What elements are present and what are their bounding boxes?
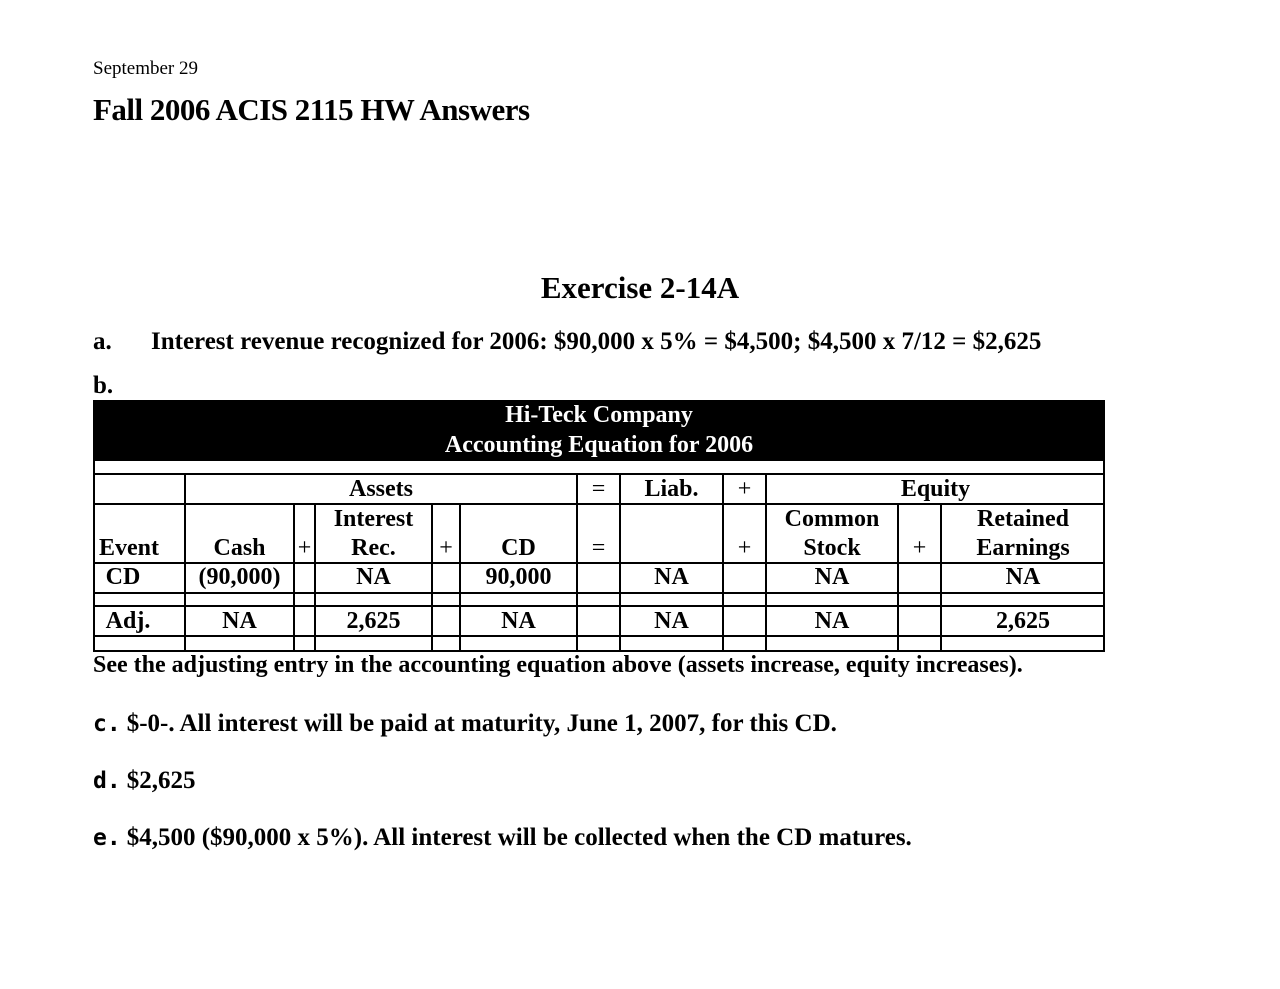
column-header-cash: Cash — [213, 535, 266, 561]
row-cd-event: CD — [105, 564, 141, 590]
column-header-retained-line2: Earnings — [976, 535, 1070, 561]
part-c-text: $-0-. All interest will be paid at maturity, June 1, 2007, for this CD. — [126, 710, 837, 737]
company-name: Hi-Teck Company — [505, 402, 693, 428]
row-adj-cd: NA — [501, 608, 536, 634]
part-e-text: $4,500 ($90,000 x 5%). All interest will be collected when the CD matures. — [126, 824, 912, 851]
row-adj-retained-earnings: 2,625 — [996, 608, 1050, 634]
liabilities-group-header: Liab. — [644, 476, 699, 502]
row-cd-liabilities: NA — [654, 564, 689, 590]
column-header-common-line2: Stock — [803, 535, 861, 561]
row-adj-interest-rec: 2,625 — [346, 608, 401, 634]
row-cd-common-stock: NA — [814, 564, 850, 590]
equals-sign: = — [591, 535, 606, 561]
row-adj-cash: NA — [222, 608, 257, 634]
row-adj-event: Adj. — [105, 608, 151, 634]
row-cd-cash: (90,000) — [198, 564, 281, 590]
part-d-text: $2,625 — [126, 767, 196, 794]
accounting-equation-table — [93, 400, 1105, 652]
column-header-common-line1: Common — [784, 506, 880, 532]
row-cd-interest-rec: NA — [356, 564, 391, 590]
plus-sign: + — [912, 535, 927, 561]
column-header-cd: CD — [501, 535, 536, 561]
part-a-text: Interest revenue recognized for 2006: $90,000 x 5% = $4,500; $4,500 x 7/12 = $2,625 — [151, 328, 1042, 355]
part-a-label: a. — [93, 328, 112, 355]
plus-sign: + — [297, 535, 312, 561]
part-c-label: c. — [93, 711, 121, 737]
part-d-label: d. — [93, 768, 121, 794]
equals-sign: = — [591, 476, 606, 502]
table-subtitle: Accounting Equation for 2006 — [444, 432, 754, 458]
part-b-label: b. — [93, 372, 114, 399]
part-e — [93, 824, 912, 852]
exercise-title: Exercise 2-14A — [540, 270, 740, 305]
plus-sign: + — [737, 476, 752, 502]
column-header-retained-line1: Retained — [977, 506, 1069, 532]
plus-sign: + — [439, 535, 453, 561]
part-c — [93, 710, 837, 738]
column-header-event: Event — [99, 535, 159, 561]
document-title: Fall 2006 ACIS 2115 HW Answers — [93, 92, 530, 127]
table-footnote: See the adjusting entry in the accounting equation above (assets increase, equity increases). — [93, 652, 1023, 678]
row-cd-retained-earnings: NA — [1005, 564, 1041, 590]
row-adj-common-stock: NA — [814, 608, 850, 634]
document-date: September 29 — [93, 58, 199, 79]
row-adj-liabilities: NA — [654, 608, 689, 634]
column-header-interest-line1: Interest — [333, 506, 414, 532]
column-header-interest-line2: Rec. — [351, 535, 396, 561]
part-d — [93, 767, 195, 795]
row-cd-cd: 90,000 — [485, 564, 552, 590]
part-e-label: e. — [93, 825, 121, 851]
plus-sign: + — [737, 535, 752, 561]
assets-group-header: Assets — [349, 476, 413, 502]
equity-group-header: Equity — [900, 476, 971, 502]
